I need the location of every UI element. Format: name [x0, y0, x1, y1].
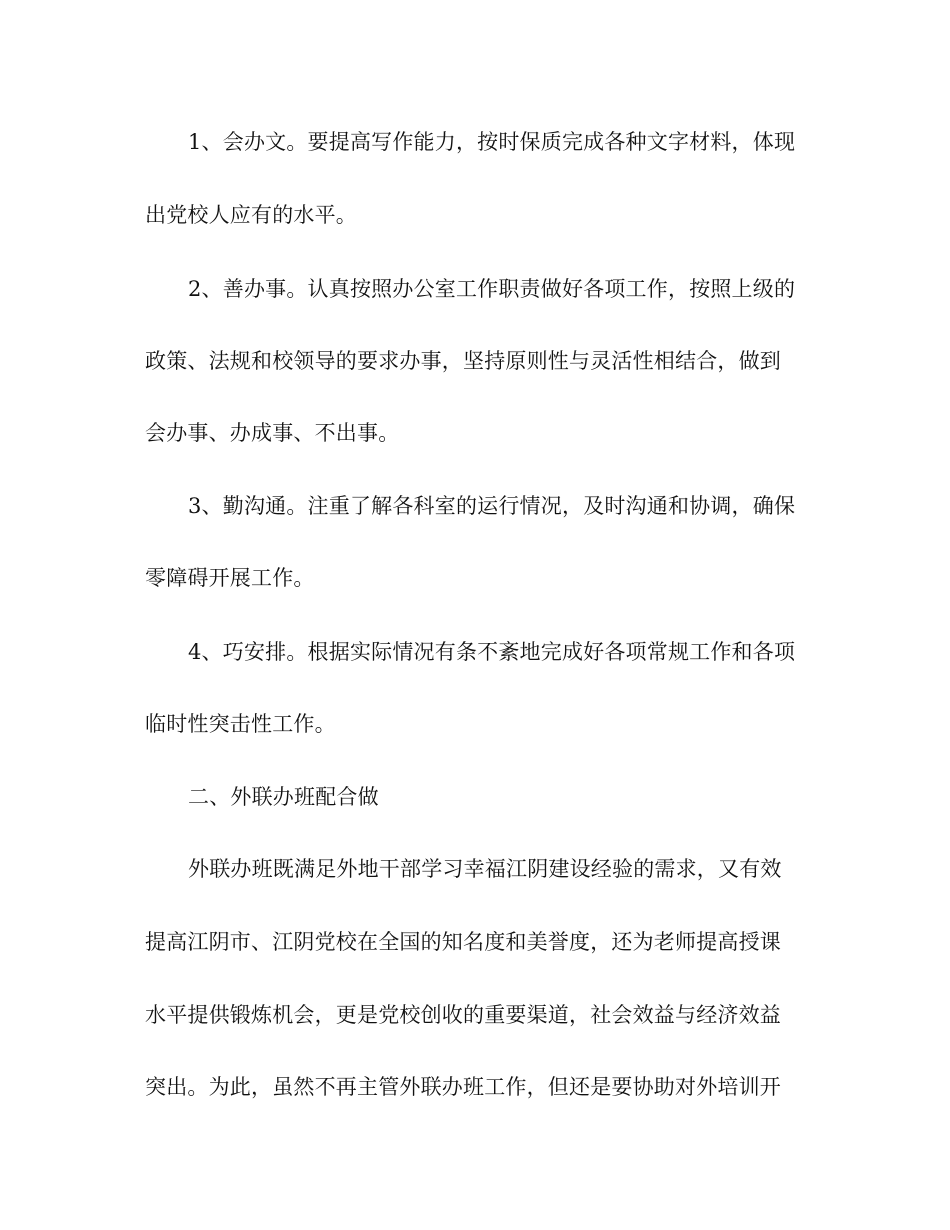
paragraph-1-line-1: 1、会办文。要提高写作能力，按时保质完成各种文字材料，体现 — [188, 130, 796, 154]
paragraph-5-line-1: 外联办班既满足外地干部学习幸福江阴建设经验的需求，又有效 — [188, 857, 782, 881]
paragraph-1-line-2: 出党校人应有的水平。 — [145, 203, 357, 227]
paragraph-5-line-3: 水平提供锻炼机会，更是党校创收的重要渠道，社会效益与经济效益 — [145, 1003, 781, 1027]
paragraph-5-line-2: 提高江阴市、江阴党校在全国的知名度和美誉度，还为老师提高授课 — [145, 930, 781, 954]
section-heading: 二、外联办班配合做 — [188, 785, 379, 809]
paragraph-2-line-3: 会办事、办成事、不出事。 — [145, 421, 400, 445]
paragraph-4-line-1: 4、巧安排。根据实际情况有条不紊地完成好各项常规工作和各项 — [188, 640, 796, 664]
paragraph-2-line-1: 2、善办事。认真按照办公室工作职责做好各项工作，按照上级的 — [188, 277, 796, 301]
paragraph-3-line-2: 零障碍开展工作。 — [145, 566, 315, 590]
paragraph-5-line-4: 突出。为此，虽然不再主管外联办班工作，但还是要协助对外培训开 — [145, 1075, 781, 1099]
paragraph-4-line-2: 临时性突击性工作。 — [145, 712, 336, 736]
paragraph-2-line-2: 政策、法规和校领导的要求办事，坚持原则性与灵活性相结合，做到 — [145, 349, 781, 373]
paragraph-3-line-1: 3、勤沟通。注重了解各科室的运行情况，及时沟通和协调，确保 — [188, 494, 796, 518]
